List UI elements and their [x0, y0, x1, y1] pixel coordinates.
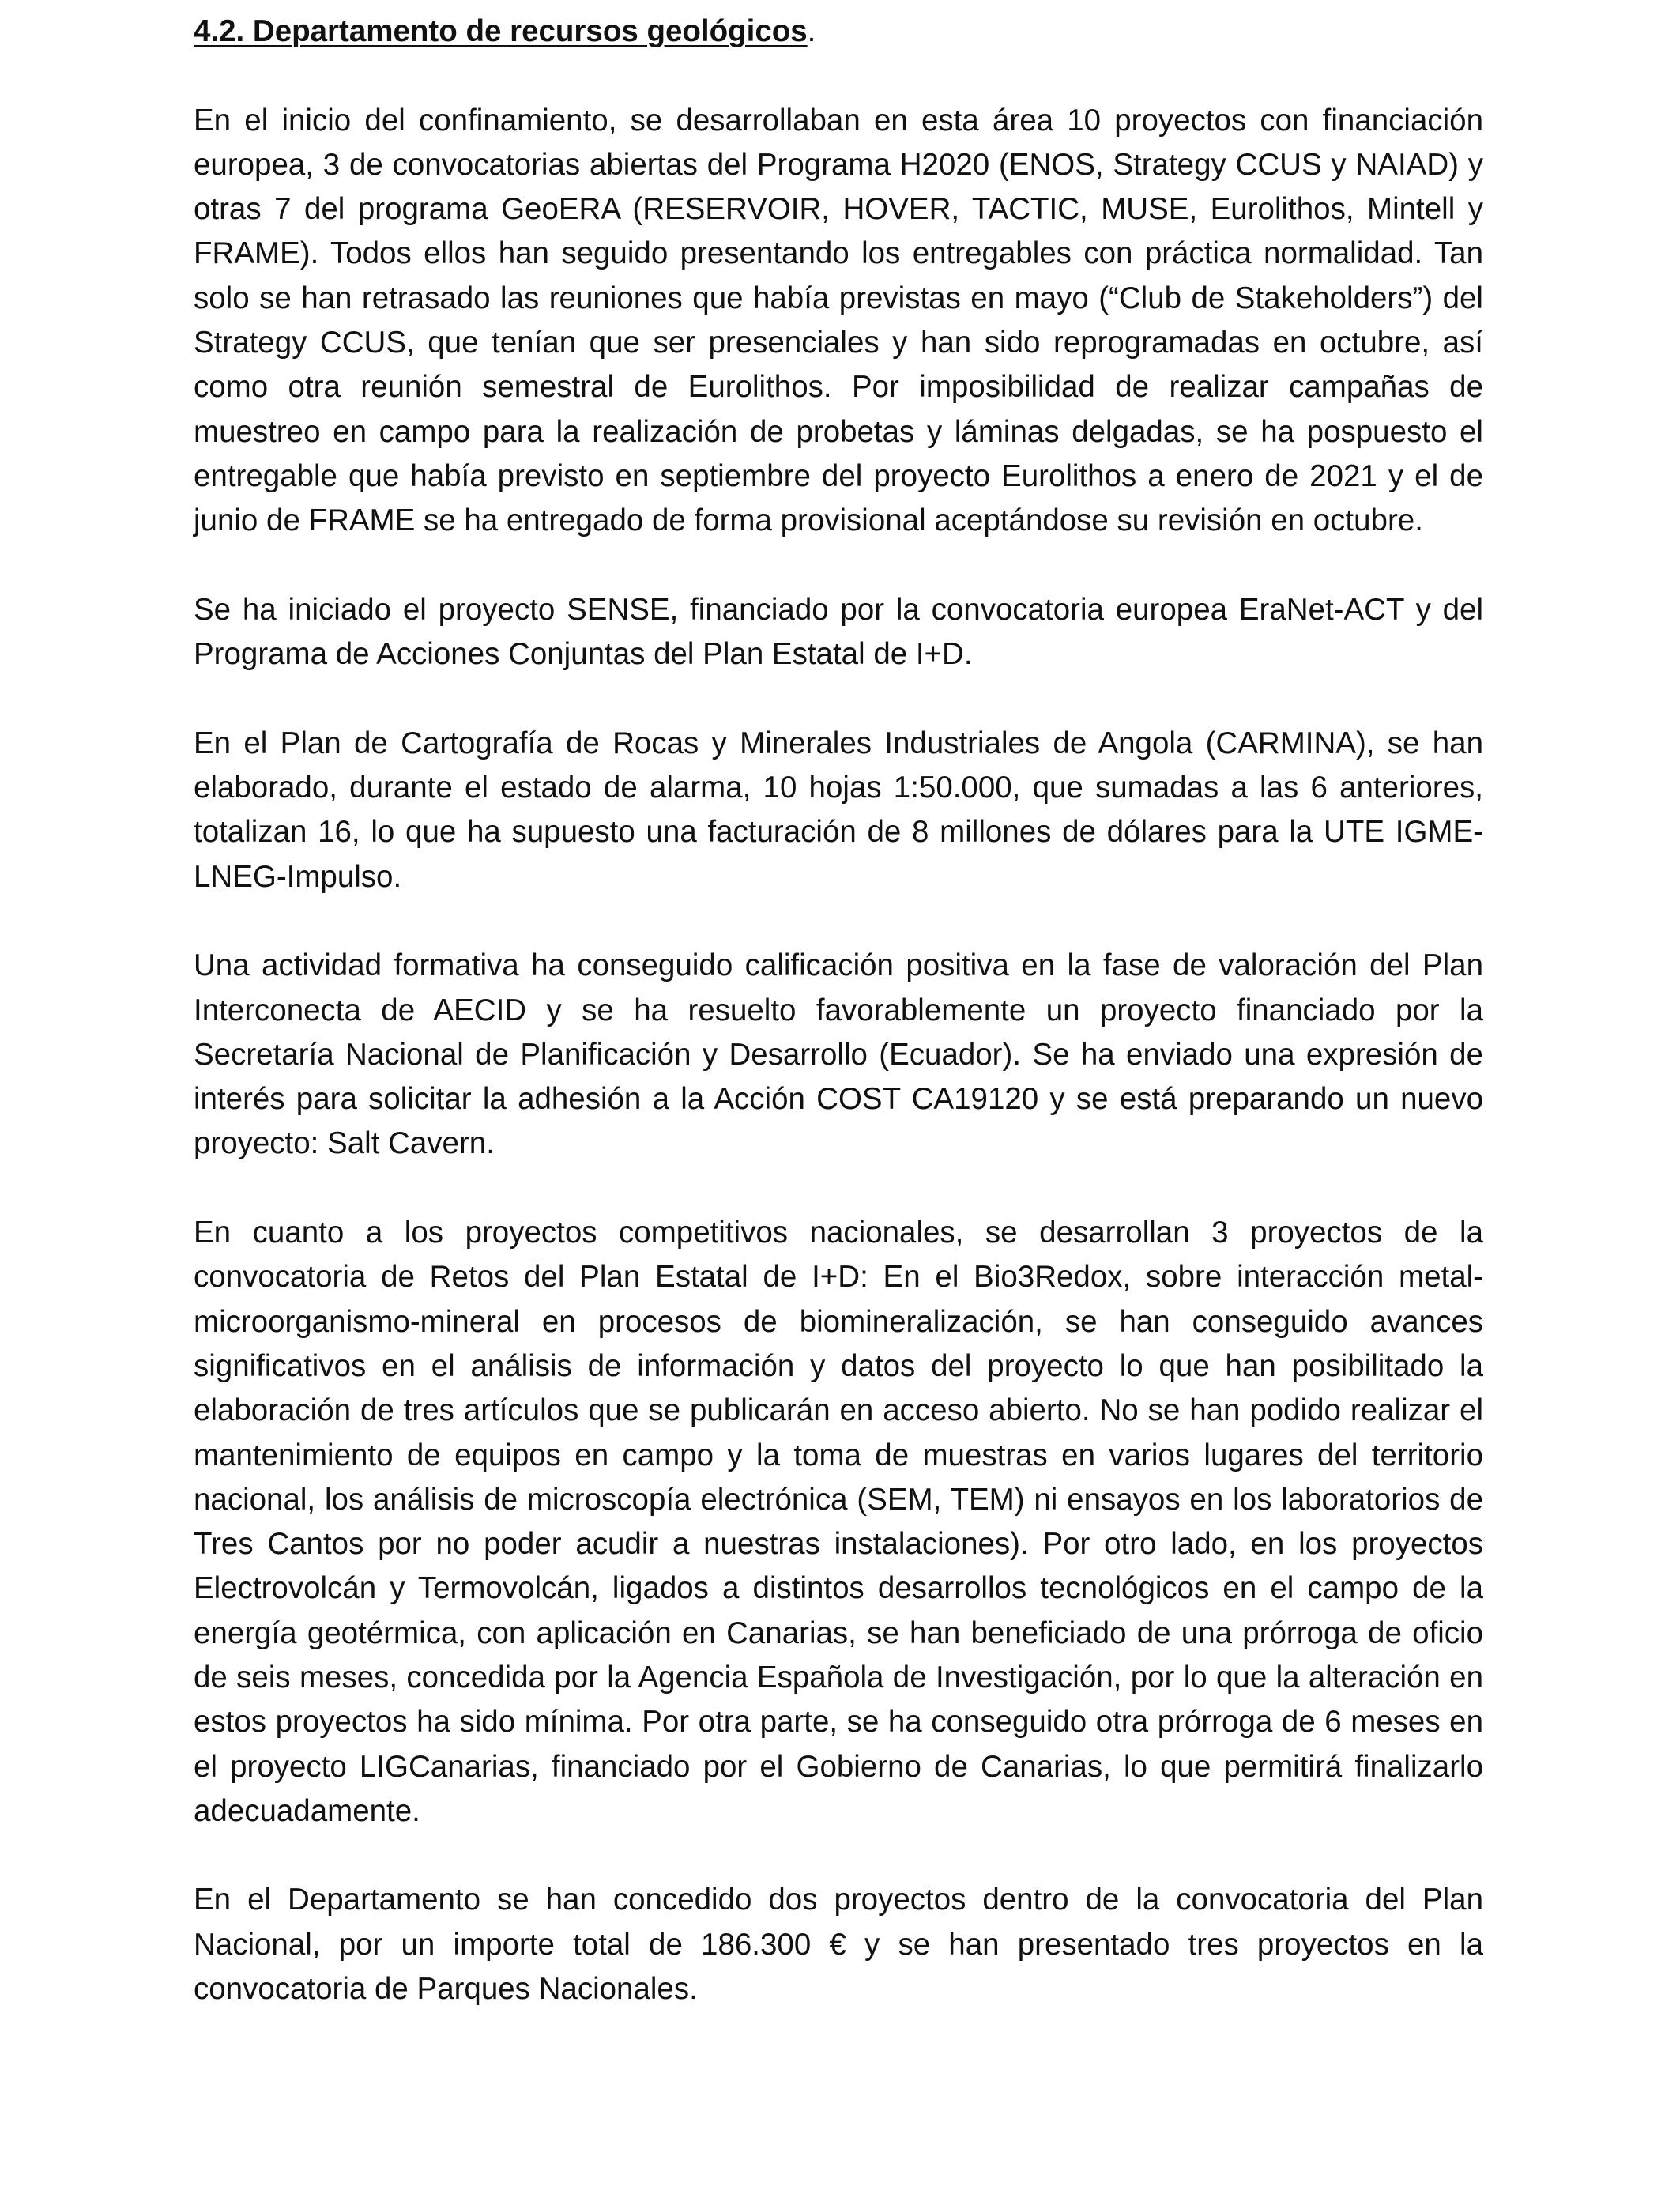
section-heading-period: . [807, 14, 816, 48]
paragraph-european-projects: En el inicio del confinamiento, se desarrollaban en esta área 10 proyectos con financiación europea, 3 de convocatorias abiertas del Programa H2020 (ENOS, Strategy CCUS y NAIAD) y otras 7 del programa GeoERA (RESERVOIR, HOVER, TACTIC, MUSE, Eurolithos, Mintell y FRAME). Todos ellos han seguido presentando los entregables con práctica normalidad. Tan solo se han retrasado las reuniones que había previstas en mayo (“Club de Stakeholders”) del Strategy CCUS, que tenían que ser presenciales y han sido reprogramadas en octubre, así como otra reunión semestral de Eurolithos. Por imposibilidad de realizar campañas de muestreo en campo para la realización de probetas y láminas delgadas, se ha pospuesto el entregable que había previsto en septiembre del proyecto Eurolithos a enero de 2021 y el de junio de FRAME se ha entregado de forma provisional aceptándose su revisión en octubre. [194, 103, 1483, 538]
paragraph-sense-project: Se ha iniciado el proyecto SENSE, financiado por la convocatoria europea EraNet-ACT y del Programa de Acciones Conjuntas del Plan Estatal de I+D. [194, 592, 1483, 672]
paragraph-carmina-plan: En el Plan de Cartografía de Rocas y Minerales Industriales de Angola (CARMINA), se han elaborado, durante el estado de alarma, 10 hojas 1:50.000, que sumadas a las 6 anteriores, totalizan 16, lo que ha supuesto una facturación de 8 millones de dólares para la UTE IGME-LNEG-Impulso. [194, 726, 1483, 894]
paragraph-department-grants: En el Departamento se han concedido dos proyectos dentro de la convocatoria del Plan Nacional, por un importe total de 186.300 € y se han presentado tres proyectos en la convocatoria de Parques Nacionales. [194, 1883, 1483, 2007]
section-heading [194, 9, 1483, 54]
document-page [194, 9, 1483, 2011]
paragraph-training-activity: Una actividad formativa ha conseguido calificación positiva en la fase de valoración del Plan Interconecta de AECID y se ha resuelto favorablemente un proyecto financiado por la Secretaría Nacional de Planificación y Desarrollo (Ecuador). Se ha enviado una expresión de interés para solicitar la adhesión a la Acción COST CA19120 y se está preparando un nuevo proyecto: Salt Cavern. [194, 948, 1483, 1161]
section-heading-text: 4.2. Departamento de recursos geológicos [194, 14, 808, 48]
paragraph-national-projects: En cuanto a los proyectos competitivos nacionales, se desarrollan 3 proyectos de la convocatoria de Retos del Plan Estatal de I+D: En el Bio3Redox, sobre interacción metal-microorganismo-mineral en procesos de biomineralización, se han conseguido avances significativos en el análisis de información y datos del proyecto lo que han posibilitado la elaboración de tres artículos que se publicarán en acceso abierto. No se han podido realizar el mantenimiento de equipos en campo y la toma de muestras en varios lugares del territorio nacional, los análisis de microscopía electrónica (SEM, TEM) ni ensayos en los laboratorios de Tres Cantos por no poder acudir a nuestras instalaciones). Por otro lado, en los proyectos Electrovolcán y Termovolcán, ligados a distintos desarrollos tecnológicos en el campo de la energía geotérmica, con aplicación en Canarias, se han beneficiado de una prórroga de oficio de seis meses, concedida por la Agencia Española de Investigación, por lo que la alteración en estos proyectos ha sido mínima. Por otra parte, se ha conseguido otra prórroga de 6 meses en el proyecto LIGCanarias, financiado por el Gobierno de Canarias, lo que permitirá finalizarlo adecuadamente. [194, 1216, 1483, 1828]
